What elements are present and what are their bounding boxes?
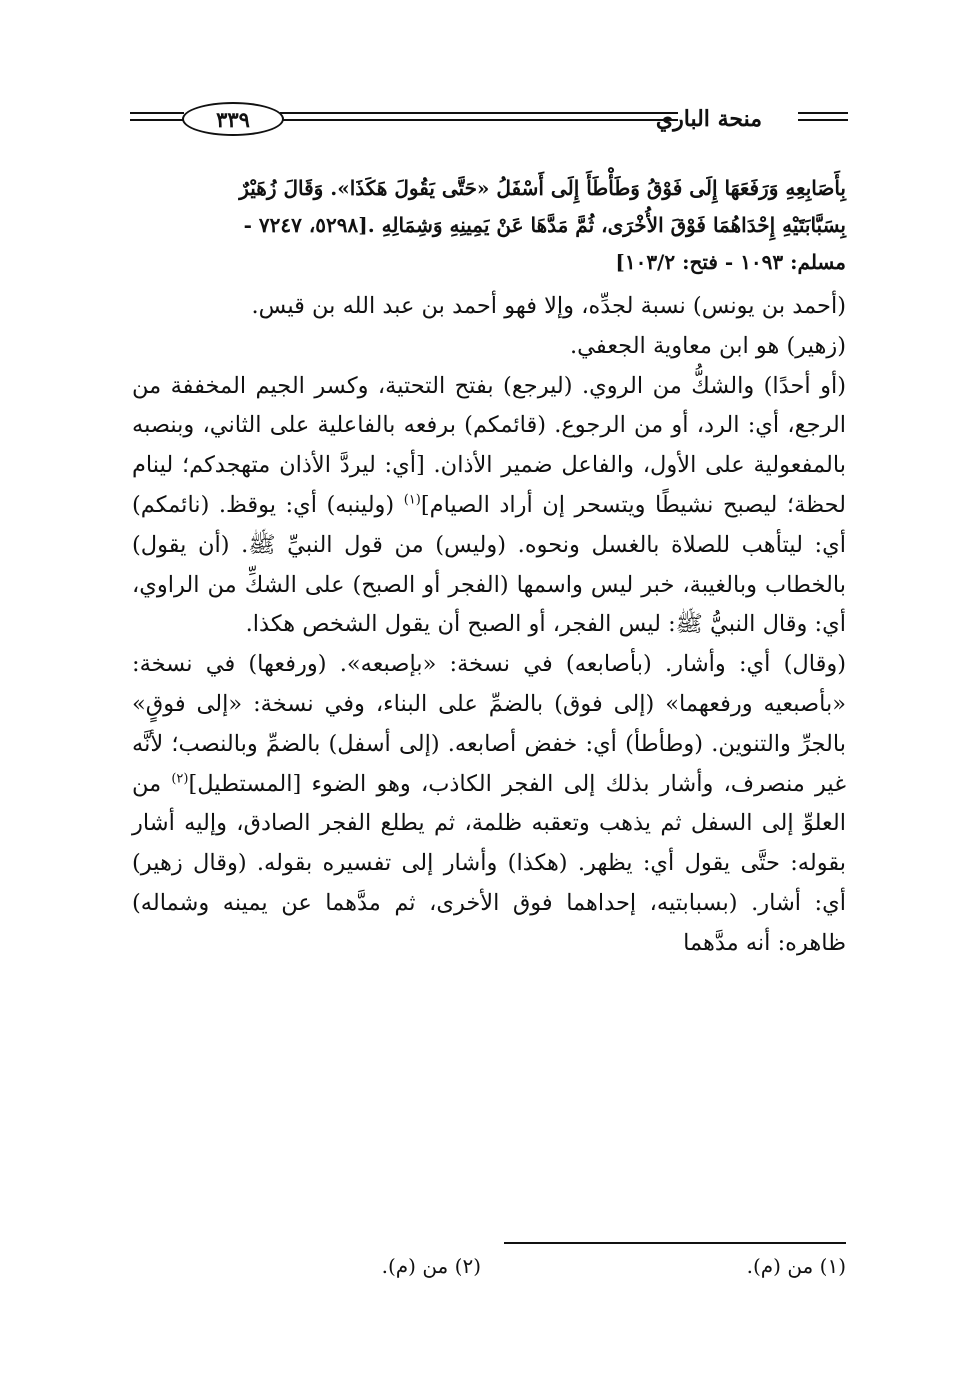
commentary-text: (وقال) أي: وأشار. (بأصابعه) في نسخة: «بإصبعه». (ورفعها) في نسخة: «بأصبعيه ورفعهما» (إلى فوق) بالضمِّ على البناء، وفي نسخة: «إلى فوقٍ» بالجرِّ والتنوين. (وطأطأ) أي: خفض أصابعه. (إلى أسفل) بالضمِّ وبالنصب؛ لأنَّه غير منصرف، وأشار بذلك إلى الفجر الكاذب، وهو الضوء [المستطيل] [132, 651, 846, 797]
page-number: ٣٣٩ [216, 106, 250, 132]
header-rule-left-top [130, 112, 184, 114]
commentary-text: من العلوِّ إلى السفل ثم يذهب وتعقبه ظلمة، ثم يطلع الفجر الصادق، وإليه أشار بقوله: حتَّى يقول أي: يظهر. (هكذا) وأشار إلى تفسيره بقوله. (وقال زهير) أي: أشار. (بسبابتيه، إحداهما فوق الأخرى، ثم مدَّهما عن يمينه وشماله) ظاهره: أنه مدَّهما [132, 770, 846, 956]
page-content [132, 170, 846, 964]
header-rule-middle-bottom [280, 119, 678, 121]
book-title: منحة الباري [655, 106, 762, 132]
commentary-paragraph [132, 327, 846, 367]
footnote-separator [504, 1242, 846, 1244]
hadith-line: بِأَصَابِعِهِ وَرَفَعَهَا إِلَى فَوْقُ وَطَأْطَأَ إِلَى أَسْفَلُ «حَتَّى يَقُولَ هَكَذَا». وَقَالَ زُهَيْرٌ [239, 176, 846, 200]
page-header [130, 98, 848, 142]
commentary-text: (زهير) هو ابن معاوية الجعفي. [570, 332, 846, 359]
header-rule-right-bottom [798, 119, 848, 121]
commentary-paragraph [132, 367, 846, 646]
footnote: (١) من (م). [746, 1254, 846, 1278]
footnote: (٢) من (م). [381, 1254, 481, 1278]
header-rule-left-bottom [130, 119, 184, 121]
commentary [132, 287, 846, 964]
footnote-ref[interactable]: (٢) [171, 771, 189, 787]
header-rule-right-top [798, 112, 848, 114]
footnote-ref[interactable]: (١) [403, 492, 421, 508]
page-number-oval [182, 102, 284, 136]
hadith-text [132, 170, 846, 281]
commentary-text: (أحمد بن يونس) نسبة لجدِّه، وإلا فهو أحمد بن عبد الله بن قيس. [251, 293, 846, 319]
hadith-line: مسلم: ١٠٩٣ - فتح: ١٠٣/٢] [615, 250, 846, 274]
commentary-text: (ولينبه) أي: يوقظ. (نائمكم) أي: ليتأهب للصلاة بالغسل ونحوه. (وليس) من قول النبيِّ ﷺ. (أن يقول) بالخطاب وبالغيبة، خبر ليس واسمها (الفجر أو الصبح) على الشكِّ من الراوي، أي: وقال النبيُّ ﷺ: ليس الفجر، أو الصبح أن يقول الشخص هكذا. [132, 491, 846, 638]
commentary-paragraph [132, 645, 846, 963]
header-rule-middle-top [280, 112, 678, 114]
commentary-paragraph [132, 287, 846, 327]
commentary-text: (أو أحدًا) والشكُّ من الروي. (ليرجع) بفتح التحتية، وكسر الجيم المخففة من الرجع، أي: الرد، أو من الرجوع. (قائمكم) برفعه بالفاعلية على الثاني، وبنصبه بالمفعولية على الأول، والفاعل ضمير الأذان. [أي: ليردَّ الأذان متهجدكم؛ لينام لحظة؛ ليصبح نشيطًا ويتسحر إن أراد الصيام] [132, 372, 846, 518]
hadith-line: بِسَبَّابَتَيْهِ إِحْدَاهُمَا فَوْقَ الأُخْرَى، ثُمَّ مَدَّهَا عَنْ يَمِينِهِ وَشِمَالِهِ .[٥٢٩٨، ٧٢٤٧ - [243, 213, 846, 237]
